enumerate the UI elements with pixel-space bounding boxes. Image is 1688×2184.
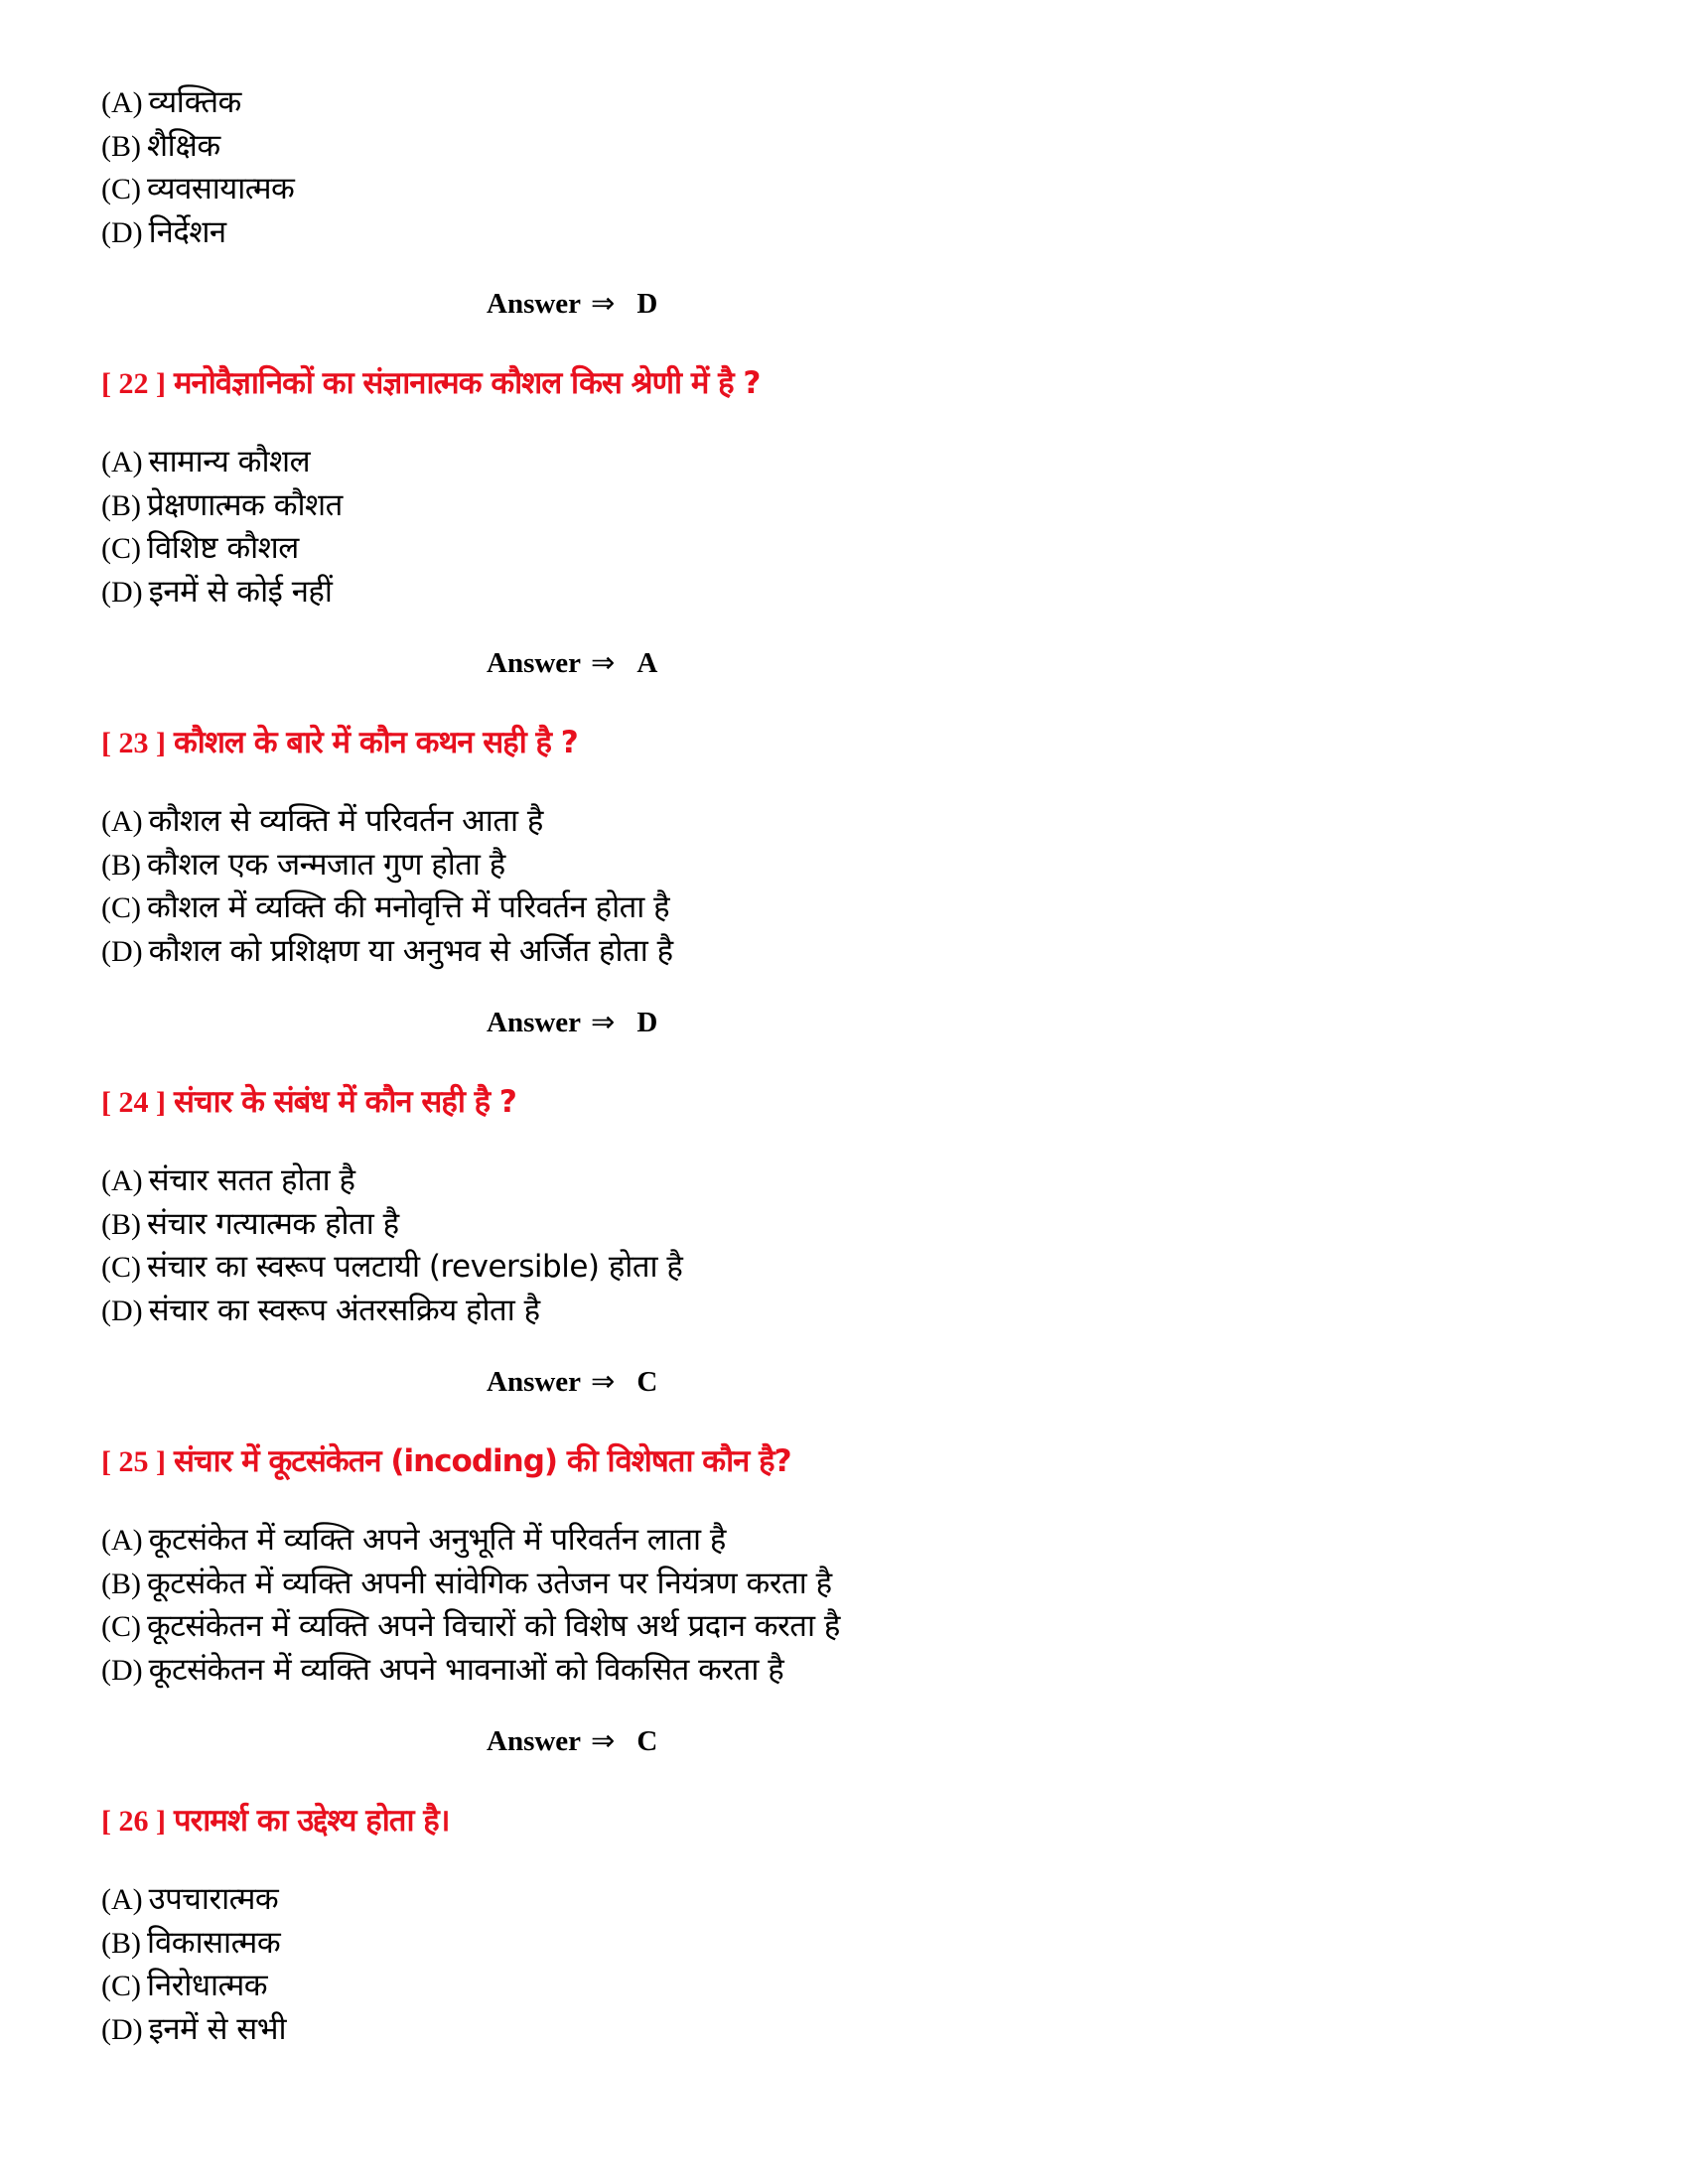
option-text: निर्देशन [148, 213, 226, 250]
answer-line-q23 [487, 1005, 657, 1039]
answer-value: C [636, 1366, 658, 1398]
implies-arrow-icon: ⇒ [591, 1007, 616, 1038]
option-text: सामान्य कौशल [148, 444, 311, 479]
option-text: कूटसंकेत में व्यक्ति अपनी सांवेगिक उतेजन पर नियंत्रण करता है [147, 1565, 832, 1601]
option-b [101, 125, 294, 169]
options-list-q23 [101, 800, 673, 973]
option-a [101, 81, 294, 125]
option-c [101, 168, 294, 211]
option-key: (D) [101, 1294, 143, 1327]
option-text: संचार का स्वरूप पलटायी (reversible) होता है [147, 1249, 683, 1285]
options-list-q25 [101, 1519, 840, 1692]
answer-label: Answer [487, 1366, 582, 1398]
option-b [101, 1203, 682, 1247]
option-key: (B) [101, 129, 141, 163]
option-c [101, 527, 343, 571]
option-key: (D) [101, 215, 143, 249]
option-text: इनमें से सभी [148, 2010, 287, 2047]
implies-arrow-icon: ⇒ [591, 1725, 616, 1757]
option-key: (A) [101, 446, 143, 478]
option-key: (C) [101, 173, 141, 205]
answer-value: D [636, 288, 658, 320]
implies-arrow-icon: ⇒ [591, 288, 616, 320]
question-number: [ 23 ] [101, 727, 166, 759]
option-key: (A) [101, 805, 143, 838]
option-text: कौशल में व्यक्ति की मनोवृत्ति में परिवर्तन होता है [147, 889, 670, 925]
options-list-q22 [101, 441, 343, 614]
answer-value: A [636, 647, 658, 679]
option-text: कूटसंकेत में व्यक्ति अपने अनुभूति में परिवर्तन लाता है [148, 1522, 726, 1558]
option-a [101, 1160, 682, 1203]
option-key: (A) [101, 1883, 143, 1916]
implies-arrow-icon: ⇒ [591, 1366, 616, 1398]
option-key: (A) [101, 86, 143, 119]
question-heading-25 [101, 1439, 791, 1481]
answer-line-q21 [487, 286, 657, 321]
option-key: (C) [101, 1970, 141, 2002]
question-number: [ 22 ] [101, 367, 166, 400]
answer-line-q22 [487, 645, 657, 680]
option-text: कूटसंकेतन में व्यक्ति अपने भावनाओं को विकसित करता है [148, 1651, 784, 1688]
option-key: (B) [101, 1567, 141, 1600]
option-key: (C) [101, 891, 141, 924]
option-text: संचार गत्यात्मक होता है [147, 1205, 399, 1242]
options-list-q21 [101, 81, 294, 254]
option-d [101, 1649, 840, 1693]
option-c [101, 1246, 682, 1290]
option-a [101, 1878, 286, 1922]
option-text: प्रेक्षणात्मक कौशत [147, 486, 343, 523]
option-text: कौशल को प्रशिक्षण या अनुभव से अर्जित होता है [148, 932, 673, 969]
option-c [101, 887, 673, 930]
option-key: (C) [101, 1251, 141, 1284]
question-number: [ 26 ] [101, 1805, 166, 1838]
option-d [101, 2008, 286, 2052]
option-d [101, 211, 294, 255]
option-d [101, 571, 343, 614]
option-text: शैक्षिक [147, 127, 220, 164]
implies-arrow-icon: ⇒ [591, 647, 616, 679]
option-key: (D) [101, 934, 143, 968]
option-c [101, 1965, 286, 2008]
option-key: (B) [101, 488, 141, 522]
option-text: संचार सतत होता है [148, 1162, 355, 1198]
option-text: इनमें से कोई नहीं [148, 573, 333, 610]
option-b [101, 1563, 840, 1606]
option-key: (D) [101, 1653, 143, 1687]
option-key: (A) [101, 1164, 143, 1197]
option-text: कौशल से व्यक्ति में परिवर्तन आता है [148, 803, 543, 839]
option-a [101, 441, 343, 484]
option-b [101, 484, 343, 528]
option-a [101, 1519, 840, 1563]
option-d [101, 930, 673, 974]
answer-value: D [636, 1007, 658, 1038]
question-heading-22 [101, 361, 760, 403]
option-key: (D) [101, 575, 143, 609]
question-text: मनोवैज्ञानिकों का संज्ञानात्मक कौशल किस श्रेणी में है ? [173, 365, 761, 401]
option-text: विकासात्मक [147, 1924, 281, 1961]
option-key: (D) [101, 2012, 143, 2046]
option-d [101, 1290, 682, 1333]
option-key: (B) [101, 1207, 141, 1241]
answer-line-q25 [487, 1723, 657, 1758]
option-text: संचार का स्वरूप अंतरसक्रिय होता है [148, 1292, 540, 1328]
option-text: व्यवसायात्मक [147, 171, 295, 206]
option-b [101, 844, 673, 887]
option-key: (C) [101, 1610, 141, 1643]
option-c [101, 1605, 840, 1649]
answer-label: Answer [487, 647, 582, 679]
option-text: निरोधात्मक [147, 1968, 268, 2003]
question-text: संचार में कूटसंकेतन (incoding) की विशेषता कौन है? [173, 1443, 791, 1479]
question-heading-26 [101, 1799, 449, 1841]
answer-label: Answer [487, 1007, 582, 1038]
question-number: [ 25 ] [101, 1445, 166, 1478]
question-heading-24 [101, 1080, 516, 1122]
option-b [101, 1922, 286, 1966]
question-number: [ 24 ] [101, 1086, 166, 1119]
option-text: व्यक्तिक [148, 84, 241, 120]
option-key: (C) [101, 532, 141, 565]
question-text: संचार के संबंध में कौन सही है ? [173, 1084, 516, 1120]
question-heading-23 [101, 721, 578, 762]
question-text: परामर्श का उद्देश्य होता है। [173, 1803, 450, 1839]
options-list-q26 [101, 1878, 286, 2051]
answer-line-q24 [487, 1364, 657, 1399]
option-key: (B) [101, 1926, 141, 1960]
options-list-q24 [101, 1160, 682, 1332]
option-key: (A) [101, 1524, 143, 1557]
answer-label: Answer [487, 288, 582, 320]
answer-label: Answer [487, 1725, 582, 1757]
option-text: कूटसंकेतन में व्यक्ति अपने विचारों को विशेष अर्थ प्रदान करता है [147, 1608, 840, 1644]
answer-value: C [636, 1725, 658, 1757]
option-key: (B) [101, 848, 141, 882]
option-text: उपचारात्मक [148, 1881, 279, 1917]
option-a [101, 800, 673, 844]
option-text: विशिष्ट कौशल [147, 530, 299, 566]
option-text: कौशल एक जन्मजात गुण होता है [147, 846, 505, 883]
question-text: कौशल के बारे में कौन कथन सही है ? [173, 725, 578, 760]
